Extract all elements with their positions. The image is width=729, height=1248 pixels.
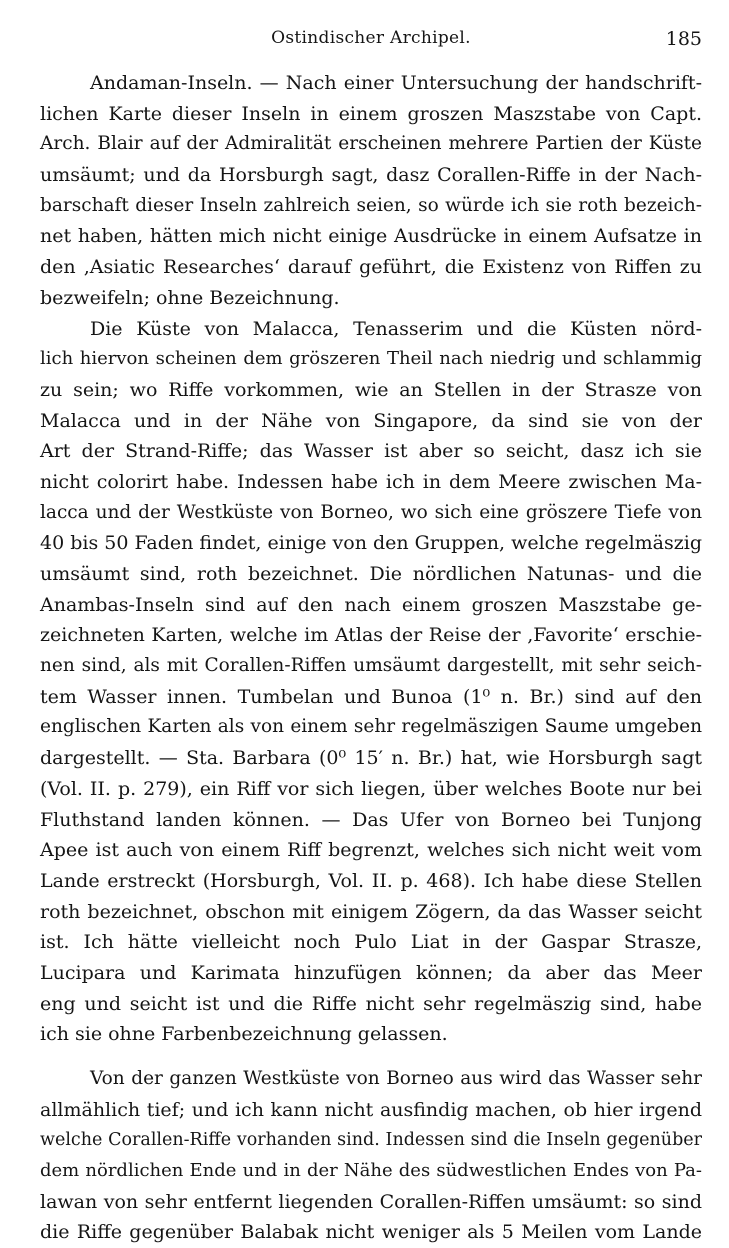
text-line: 40 bis 50 Faden findet, einige von den Gruppen, welche regelmäszig: [40, 532, 702, 555]
text-line: allmählich tief; und ich kann nicht ausfindig machen, ob hier irgend: [40, 1098, 702, 1121]
text-line: dem nördlichen Ende und in der Nähe des südwestlichen Endes von Pa-: [40, 1160, 702, 1182]
text-line: Lande erstreckt (Horsburgh, Vol. II. p. 468). Ich habe diese Stellen: [40, 869, 702, 892]
text-line: Von der ganzen Westküste von Borneo aus wird das Wasser sehr: [90, 1068, 702, 1089]
text-line: welche Corallen-Riffe vorhanden sind. Indessen sind die Inseln gegenüber: [40, 1130, 702, 1151]
page-header: [40, 28, 702, 60]
text-line: ich sie ohne Farbenbezeichnung gelassen.: [40, 1023, 448, 1046]
text-line: Die Küste von Malacca, Tenasserim und die Küsten nörd-: [90, 317, 702, 340]
text-line: lich hiervon scheinen dem gröszeren Theil nach niedrig und schlammig: [40, 348, 702, 370]
page-number: 185: [665, 28, 702, 50]
text-line: die Riffe gegenüber Balabak nicht weniger als 5 Meilen vom Lande: [40, 1221, 702, 1244]
text-line: nicht colorirt habe. Indessen habe ich in dem Meere zwischen Ma-: [40, 470, 702, 493]
body-text: [40, 68, 702, 1248]
text-line: lichen Karte dieser Inseln in einem groszen Maszstabe von Capt.: [40, 102, 702, 125]
text-line: englischen Karten als von einem sehr regelmäszigen Saume umgeben: [40, 716, 702, 738]
text-line: zu sein; wo Riffe vorkommen, wie an Stellen in der Strasze von: [40, 378, 702, 401]
text-line: Fluthstand landen können. — Das Ufer von Borneo bei Tunjong: [40, 808, 702, 831]
text-line: Malacca und in der Nähe von Singapore, da sind sie von der: [40, 409, 702, 432]
text-line: Arch. Blair auf der Admiralität erscheinen mehrere Partien der Küste: [40, 133, 702, 155]
text-line: net haben, hätten mich nicht einige Ausdrücke in einem Aufsatze in: [40, 225, 702, 248]
text-line: tem Wasser innen. Tumbelan und Bunoa (1⁰ n. Br.) sind auf den: [40, 685, 702, 708]
paragraph-andaman: [40, 68, 702, 314]
text-line: dargestellt. — Sta. Barbara (0⁰ 15′ n. Br.) hat, wie Horsburgh sagt: [40, 747, 702, 770]
text-line: Lucipara und Karimata hinzufügen können; da aber das Meer: [40, 961, 702, 984]
text-line: nen sind, als mit Corallen-Riffen umsäumt dargestellt, mit sehr seich-: [40, 655, 702, 677]
text-line: ist. Ich hätte vielleicht noch Pulo Liat in der Gaspar Strasze,: [40, 931, 702, 954]
text-line: eng und seicht ist und die Riffe nicht sehr regelmäszig sind, habe: [40, 992, 702, 1015]
text-line: umsäumt sind, roth bezeichnet. Die nördlichen Natunas- und die: [40, 563, 702, 585]
paragraph-malacca: [40, 314, 702, 1051]
text-line: Art der Strand-Riffe; das Wasser ist aber so seicht, dasz ich sie: [40, 440, 702, 463]
text-line: den ‚Asiatic Researches‘ darauf geführt, die Existenz von Riffen zu: [40, 256, 702, 279]
text-line: Apee ist auch von einem Riff begrenzt, welches sich nicht weit vom: [40, 839, 702, 862]
text-line: zeichneten Karten, welche im Atlas der Reise der ‚Favorite‘ erschie-: [40, 624, 702, 647]
text-line: roth bezeichnet, obschon mit einigem Zögern, da das Wasser seicht: [40, 900, 702, 923]
paragraph-gap: [40, 1050, 702, 1064]
text-line: Andaman-Inseln. — Nach einer Untersuchung der handschrift-: [90, 72, 702, 94]
text-line: bezweifeln; ohne Bezeichnung.: [40, 286, 340, 309]
text-line: lacca und der Westküste von Borneo, wo sich eine gröszere Tiefe von: [40, 501, 702, 523]
running-head: Ostindischer Archipel.: [271, 28, 471, 48]
text-line: lawan von sehr entfernt liegenden Corallen-Riffen umsäumt: so sind: [40, 1190, 702, 1213]
paragraph-borneo: [40, 1064, 702, 1248]
text-line: umsäumt; und da Horsburgh sagt, dasz Corallen-Riffe in der Nach-: [40, 164, 702, 187]
text-line: (Vol. II. p. 279), ein Riff vor sich liegen, über welches Boote nur bei: [40, 777, 702, 800]
text-line: barschaft dieser Inseln zahlreich seien, so würde ich sie roth bezeich-: [40, 194, 702, 216]
text-line: Anambas-Inseln sind auf den nach einem groszen Maszstabe ge-: [40, 593, 702, 616]
